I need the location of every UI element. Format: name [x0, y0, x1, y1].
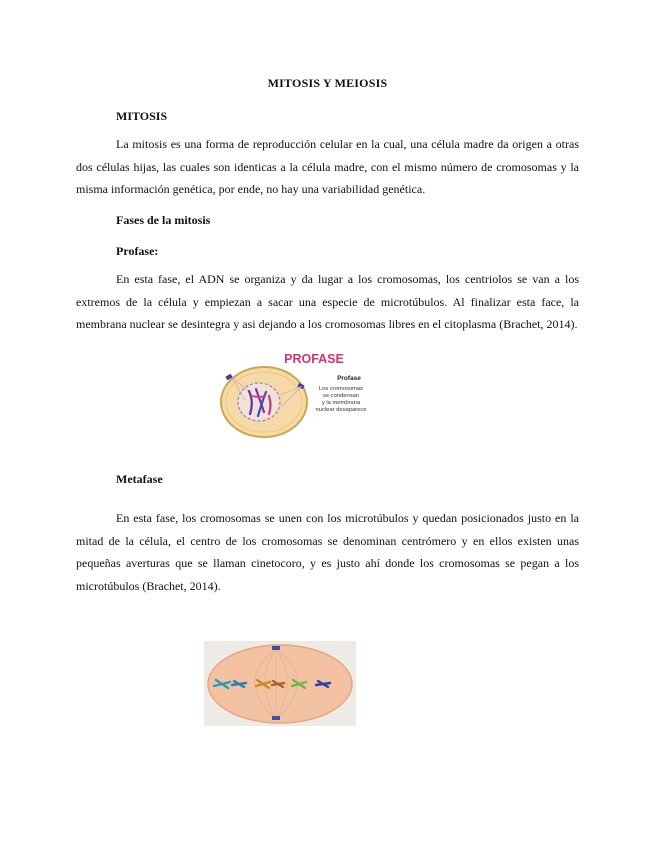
centrosome-bottom	[272, 716, 280, 720]
profase-caption-title: Profase	[337, 375, 361, 382]
centrosome-top	[272, 646, 280, 650]
profase-caption-line-4: nuclear desaparece	[315, 407, 367, 413]
section-heading-mitosis: MITOSIS	[116, 109, 168, 123]
profase-banner: PROFASE	[284, 352, 344, 366]
cell-diagram	[221, 367, 307, 437]
profase-heading: Profase:	[116, 244, 159, 258]
profase-figure	[220, 350, 385, 438]
profase-caption-line-1: Los cromosomas	[318, 386, 364, 392]
metafase-paragraph: En esta fase, los cromosomas se unen con los microtúbulos y quedan posicionados justo en la mitad de la célula, el centro de los cromosomas se denominan centrómero y en ellos existen unas pequeñas averturas que se llaman cinetocoro, y es justo ahí donde los cromosomas se pegan a los microtúbulos (Brachet, 2014).	[76, 511, 579, 593]
profase-paragraph: En esta fase, el ADN se organiza y da lugar a los cromosomas, los centriolos se van a los extremos de la célula y empiezan a sacar una especie de microtúbulos. Al finalizar esta face, la membrana nuclear se desintegra y asi dejando a los cromosomas libres en el citoplasma (Brachet, 2014).	[76, 272, 579, 331]
document-title: MITOSIS Y MEIOSIS	[267, 76, 388, 90]
metafase-heading: Metafase	[116, 472, 163, 486]
intro-paragraph: La mitosis es una forma de reproducción celular en la cual, una célula madre da origen a otras dos células hijas, las cuales son identicas a la célula madre, con el mismo número de cromosomas y la misma información genética, por ende, no hay una variabilidad genética.	[76, 137, 579, 196]
profase-caption-line-3: y la membrana	[321, 400, 361, 406]
profase-caption-line-2: se condensan	[322, 393, 360, 399]
metafase-figure	[204, 641, 356, 726]
metafase-illustration	[204, 641, 356, 726]
profase-illustration	[220, 350, 385, 438]
phases-heading: Fases de la mitosis	[116, 213, 211, 227]
